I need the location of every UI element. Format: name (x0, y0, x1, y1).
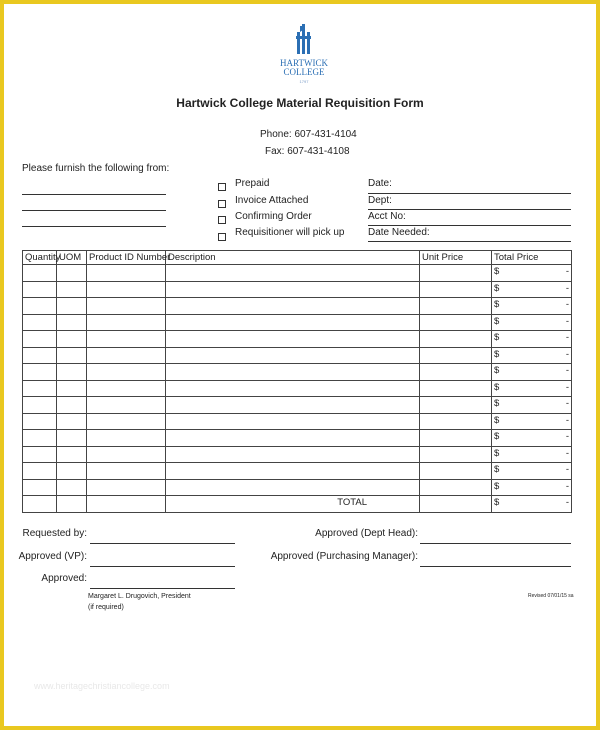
quantity-cell (23, 496, 57, 513)
unit-price-cell[interactable] (420, 446, 492, 463)
amount-dash: - (565, 381, 569, 393)
description-cell[interactable] (166, 265, 420, 282)
currency-symbol: $ (494, 464, 500, 475)
currency-symbol: $ (494, 414, 500, 426)
form-title: Hartwick College Material Requisition Form (176, 96, 424, 110)
description-cell[interactable] (166, 380, 420, 397)
confirming-order-label: Confirming Order (235, 211, 312, 222)
approved-vp-label: Approved (VP): (18, 551, 87, 562)
currency-symbol: $ (494, 365, 500, 376)
uom-cell (57, 496, 87, 513)
quantity-cell[interactable] (23, 281, 57, 298)
currency-symbol: $ (494, 299, 500, 310)
total-price-cell[interactable] (492, 479, 572, 496)
currency-symbol: $ (494, 497, 500, 508)
currency-symbol: $ (494, 431, 500, 442)
table-row (23, 397, 572, 414)
total-price-cell[interactable] (492, 347, 572, 364)
acct-no-field[interactable] (368, 225, 571, 226)
amount-dash: - (565, 332, 569, 343)
product-id-cell[interactable] (87, 397, 166, 414)
total-price-cell[interactable] (492, 281, 572, 298)
product-id-cell[interactable] (87, 347, 166, 364)
logo-year: 1797 (299, 79, 309, 84)
uom-cell[interactable] (57, 397, 87, 414)
product-id-cell[interactable] (87, 331, 166, 348)
uom-cell[interactable] (57, 331, 87, 348)
table-row (23, 281, 572, 298)
unit-price-cell[interactable] (420, 298, 492, 315)
unit-price-cell[interactable] (420, 331, 492, 348)
currency-symbol: $ (494, 266, 500, 277)
quantity-cell[interactable] (23, 413, 57, 430)
description-cell[interactable] (166, 479, 420, 496)
table-row (23, 314, 572, 331)
amount-dash: - (565, 348, 569, 360)
uom-cell[interactable] (57, 463, 87, 480)
amount-dash: - (565, 497, 569, 508)
form-page (4, 4, 596, 726)
uom-cell[interactable] (57, 281, 87, 298)
description-cell[interactable] (166, 413, 420, 430)
uom-cell[interactable] (57, 446, 87, 463)
currency-symbol: $ (494, 480, 500, 492)
date-label: Date: (368, 178, 392, 189)
vendor-line-2[interactable] (22, 210, 166, 211)
revised-date: Revised 07/01/15 sa (528, 593, 574, 599)
date-field[interactable] (368, 193, 571, 194)
acct-no-label: Acct No: (368, 211, 406, 222)
product-id-cell[interactable] (87, 479, 166, 496)
logo-name-line1: HARTWICK (280, 58, 328, 68)
hartwick-emblem-icon (294, 24, 314, 54)
date-needed-field[interactable] (368, 241, 571, 242)
requested-by-line[interactable] (90, 543, 235, 544)
grand-total-cell[interactable] (492, 496, 572, 513)
quantity-cell[interactable] (23, 265, 57, 282)
product-id-cell[interactable] (87, 413, 166, 430)
uom-cell[interactable] (57, 347, 87, 364)
uom-cell[interactable] (57, 430, 87, 447)
approved-line[interactable] (90, 588, 235, 589)
description-cell[interactable] (166, 298, 420, 315)
unit-price-cell[interactable] (420, 479, 492, 496)
total-price-cell[interactable] (492, 364, 572, 381)
furnish-label: Please furnish the following from: (22, 163, 170, 174)
unit-price-cell[interactable] (420, 413, 492, 430)
quantity-cell[interactable] (23, 446, 57, 463)
total-row (23, 496, 572, 513)
quantity-cell[interactable] (23, 479, 57, 496)
table-row (23, 331, 572, 348)
dept-field[interactable] (368, 209, 571, 210)
quantity-cell[interactable] (23, 364, 57, 381)
amount-dash: - (565, 414, 569, 426)
product-id-cell[interactable] (87, 314, 166, 331)
description-header: Description (166, 251, 420, 265)
amount-dash: - (565, 266, 569, 277)
president-name: Margaret L. Drugovich, President (88, 593, 191, 600)
total-price-cell[interactable] (492, 446, 572, 463)
amount-dash: - (565, 315, 569, 327)
approved-dept-head-label: Approved (Dept Head): (315, 528, 418, 539)
table-row (23, 446, 572, 463)
watermark: www.heritagechristiancollege.com (34, 681, 170, 691)
quantity-cell[interactable] (23, 463, 57, 480)
table-row (23, 265, 572, 282)
total-price-cell[interactable] (492, 463, 572, 480)
amount-dash: - (565, 282, 569, 294)
uom-cell[interactable] (57, 265, 87, 282)
if-required-note: (if required) (88, 604, 124, 611)
uom-header: UOM (57, 251, 87, 265)
currency-symbol: $ (494, 398, 500, 409)
amount-dash: - (565, 447, 569, 459)
product-id-cell[interactable] (87, 298, 166, 315)
invoice-attached-checkbox[interactable] (218, 200, 226, 208)
total-price-cell[interactable] (492, 397, 572, 414)
uom-cell[interactable] (57, 298, 87, 315)
will-pick-up-checkbox[interactable] (218, 233, 226, 241)
logo-name-line2: COLLEGE (283, 67, 325, 77)
table-row (23, 364, 572, 381)
table-header-row (23, 251, 572, 265)
date-needed-label: Date Needed: (368, 227, 430, 238)
total-price-cell[interactable] (492, 331, 572, 348)
vendor-line-1[interactable] (22, 194, 166, 195)
total-price-cell[interactable] (492, 314, 572, 331)
unit-price-cell[interactable] (420, 281, 492, 298)
amount-dash: - (565, 299, 569, 310)
table-row (23, 347, 572, 364)
unit-price-cell[interactable] (420, 364, 492, 381)
total-price-cell[interactable] (492, 265, 572, 282)
approved-vp-line[interactable] (90, 566, 235, 567)
description-cell[interactable] (166, 364, 420, 381)
total-price-cell[interactable] (492, 380, 572, 397)
product-id-cell[interactable] (87, 380, 166, 397)
unit-price-cell[interactable] (420, 397, 492, 414)
total-label: TOTAL (166, 496, 420, 513)
quantity-cell[interactable] (23, 298, 57, 315)
description-cell[interactable] (166, 446, 420, 463)
quantity-cell[interactable] (23, 314, 57, 331)
description-cell[interactable] (166, 281, 420, 298)
currency-symbol: $ (494, 348, 500, 360)
quantity-cell[interactable] (23, 331, 57, 348)
description-cell[interactable] (166, 430, 420, 447)
confirming-order-checkbox[interactable] (218, 216, 226, 224)
uom-cell[interactable] (57, 314, 87, 331)
currency-symbol: $ (494, 447, 500, 459)
items-table (22, 250, 572, 513)
uom-cell[interactable] (57, 380, 87, 397)
total-price-header: Total Price (492, 251, 572, 265)
product-id-cell[interactable] (87, 281, 166, 298)
vendor-line-3[interactable] (22, 226, 166, 227)
currency-symbol: $ (494, 381, 500, 393)
unit-price-cell[interactable] (420, 380, 492, 397)
amount-dash: - (565, 480, 569, 492)
requested-by-label: Requested by: (22, 528, 87, 539)
table-row (23, 463, 572, 480)
quantity-cell[interactable] (23, 347, 57, 364)
total-price-cell[interactable] (492, 298, 572, 315)
description-cell[interactable] (166, 397, 420, 414)
product-id-cell (87, 496, 166, 513)
description-cell[interactable] (166, 463, 420, 480)
product-id-header: Product ID Number (87, 251, 166, 265)
unit-price-cell[interactable] (420, 265, 492, 282)
dept-label: Dept: (368, 195, 392, 206)
prepaid-label: Prepaid (235, 178, 270, 189)
amount-dash: - (565, 365, 569, 376)
total-price-cell[interactable] (492, 430, 572, 447)
description-cell[interactable] (166, 314, 420, 331)
uom-cell[interactable] (57, 479, 87, 496)
product-id-cell[interactable] (87, 463, 166, 480)
unit-price-cell[interactable] (420, 430, 492, 447)
uom-cell[interactable] (57, 364, 87, 381)
phone-number: Phone: 607-431-4104 (260, 129, 357, 140)
prepaid-checkbox[interactable] (218, 183, 226, 191)
quantity-cell[interactable] (23, 380, 57, 397)
description-cell[interactable] (166, 331, 420, 348)
approved-purchasing-label: Approved (Purchasing Manager): (270, 551, 418, 562)
product-id-cell[interactable] (87, 364, 166, 381)
table-row (23, 479, 572, 496)
unit-price-cell (420, 496, 492, 513)
uom-cell[interactable] (57, 413, 87, 430)
amount-dash: - (565, 431, 569, 442)
unit-price-cell[interactable] (420, 463, 492, 480)
will-pick-up-label: Requisitioner will pick up (235, 227, 345, 238)
amount-dash: - (565, 398, 569, 409)
approved-label: Approved: (41, 573, 87, 584)
table-row (23, 380, 572, 397)
currency-symbol: $ (494, 332, 500, 343)
product-id-cell[interactable] (87, 430, 166, 447)
amount-dash: - (565, 464, 569, 475)
approved-purchasing-line[interactable] (420, 566, 571, 567)
product-id-cell[interactable] (87, 446, 166, 463)
table-row (23, 413, 572, 430)
quantity-header: Quantity (23, 251, 57, 265)
quantity-cell[interactable] (23, 430, 57, 447)
fax-number: Fax: 607-431-4108 (265, 146, 350, 157)
total-price-cell[interactable] (492, 413, 572, 430)
unit-price-cell[interactable] (420, 314, 492, 331)
quantity-cell[interactable] (23, 397, 57, 414)
invoice-attached-label: Invoice Attached (235, 195, 309, 206)
currency-symbol: $ (494, 315, 500, 327)
table-row (23, 430, 572, 447)
currency-symbol: $ (494, 282, 500, 294)
unit-price-cell[interactable] (420, 347, 492, 364)
unit-price-header: Unit Price (420, 251, 492, 265)
table-row (23, 298, 572, 315)
college-logo (274, 24, 334, 84)
product-id-cell[interactable] (87, 265, 166, 282)
approved-dept-head-line[interactable] (420, 543, 571, 544)
description-cell[interactable] (166, 347, 420, 364)
